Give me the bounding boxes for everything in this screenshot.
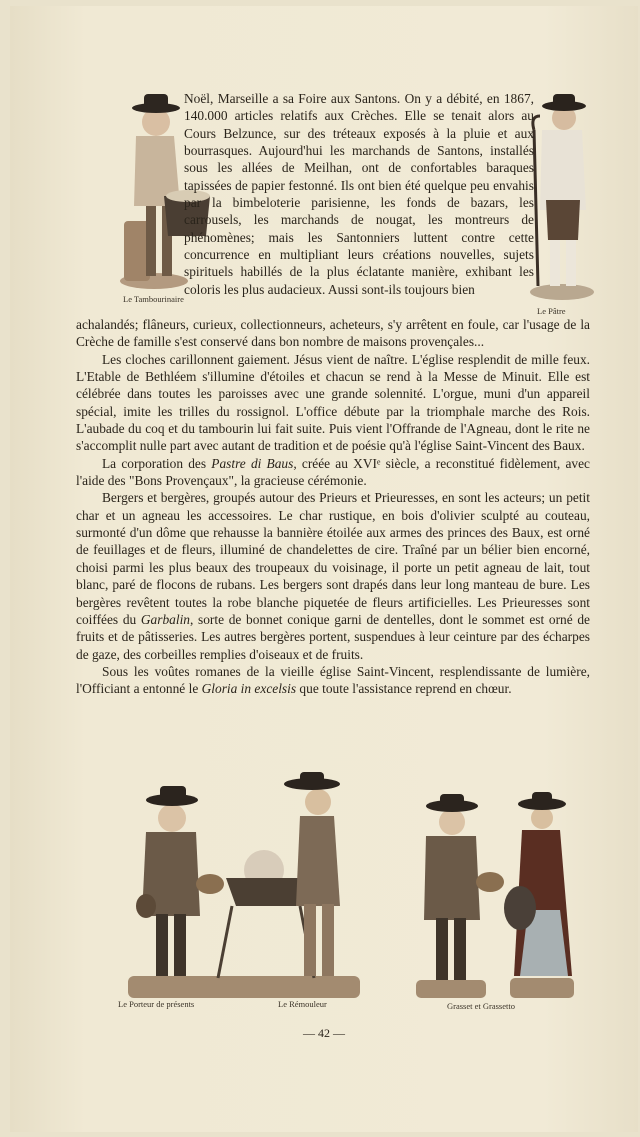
paragraph-messe: Les cloches carillonnent gaiement. Jésus vient de naître. L'église resplendit de mille feux. L'Etable de Bethléem s'illumine d'étoiles et chacun se rend à la Messe de Minuit. Elle est célébrée dans toutes les paroisses avec une grande solennité. L'orgue, muni d'un appareil spécial, imite les trilles du rossignol. L'office débute par la triomphale marche des Rois. L'aubade du coq et du tambourin lui fait suite. Puis vient l'Offrande de l'Agneau, dont le rite ne s'accomplit nulle part avec autant de tradition et de poésie qu'à l'église Saint-Vincent des Baux. [76, 351, 590, 454]
grasset-grassetto-figurines-image [410, 790, 580, 1002]
paragraph-corporation: La corporation des Pastre di Baus, créée au XVIᵉ siècle, a reconstitué fidèlement, avec l'aide des "Bons Provençaux", la gracieuse cérémonie. [76, 455, 590, 489]
caption-porteur: Le Porteur de présents [118, 999, 195, 1009]
book-page [10, 6, 638, 1132]
caption-grasset: Grasset et Grassetto [447, 1001, 515, 1011]
paragraph-bergers: Bergers et bergères, groupés autour des Prieurs et Prieuresses, en sont les acteurs; un petit char et un agneau les accessoires. Le char rustique, en bois d'olivier sculpté au couteau, surmonté d'un dôme que rehausse la bannière étoilée aux armes des princes des Baux, est orné de feuillages et de fleurs, illuminé de chandelettes de cire. Traîné par un bélier bien encorné, choisi parmi les plus beaux des troupeaux du voisinage, il porte un petit agneau de lait, tout blanc, paré de flocons de rubans. Les bergers sont drapés dans leur long manteau de bure. Les bergères revêtent toutes la robe blanche piquetée de fleurs artificielles. Les Prieuresses sont coiffées du Garbalin, sorte de bonnet conique garni de dentelles, dont le sommet est orné de fruits et de pâtisseries. Les autres bergères portent, suspendues à leur ceinture par des écharpes de gaze, des corbeilles remplies d'oiseaux et de fruits. [76, 490, 590, 662]
porteur-remouleur-figurines-image [122, 766, 362, 1002]
caption-tambourinaire: Le Tambourinaire [123, 294, 184, 304]
intro-paragraph: Noël, Marseille a sa Foire aux Santons. On y a débité, en 1867, 140.000 articles relatifs aux Crèches. Elle se tenait alors au Cours Belzunce, sur des tréteaux exposés à la pluie et aux bourrasques. Aujourd'hui les marchands de Santons, installés sous les allées de Meilhan, ont de confortables baraques tapissées de papier festonné. Ils ont bien été quelque peu envahis par la bimbeloterie parisienne, les fonds de bazars, les carrousels, les marchands de nougat, les montreurs de phénomènes; mais les Santonniers luttent contre cette concurrence en multipliant leurs créations nouvelles, sujets spirituels habillés de la plus éclatante manière, exhibant les coloris les plus audacieux. Aussi sont-ils toujours bien [184, 91, 534, 297]
caption-patre: Le Pâtre [537, 306, 566, 316]
caption-remouleur: Le Rémouleur [278, 999, 327, 1009]
intro-continuation: achalandés; flâneurs, curieux, collectionneurs, acheteurs, s'y arrêtent en foule, car l'usage de la Crèche de famille s'est conservé dans bon nombre de maisons provençales... [76, 317, 590, 350]
page-number: — 42 — [303, 1026, 345, 1040]
paragraph-gloria: Sous les voûtes romanes de la vieille église Saint-Vincent, resplendissante de lumière, l'Officiant a entonné le Gloria in excelsis que toute l'assistance reprend en chœur. [76, 663, 590, 697]
